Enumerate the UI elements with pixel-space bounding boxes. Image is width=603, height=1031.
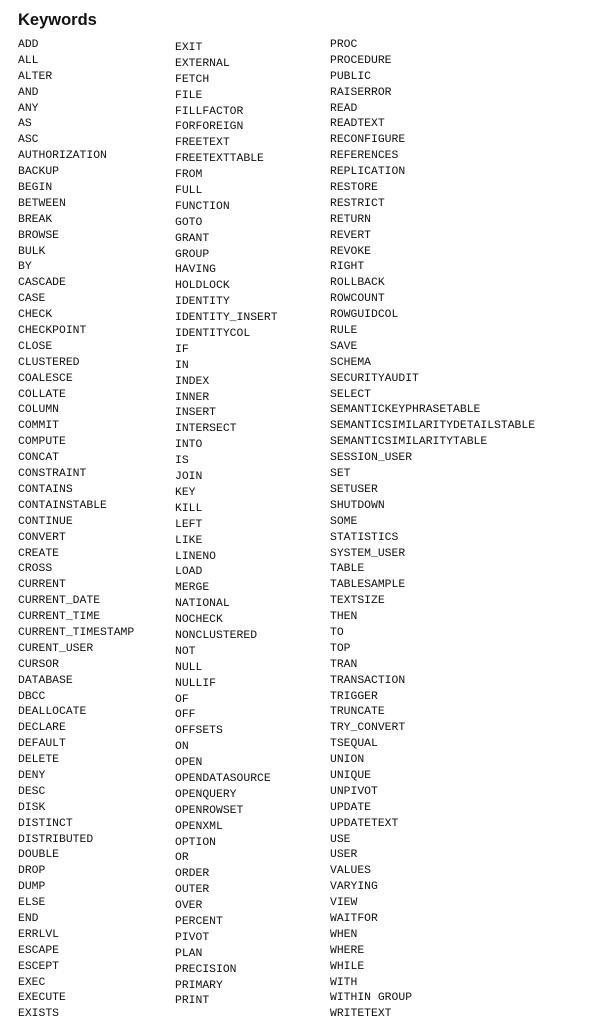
keyword-item: DBCC xyxy=(18,690,46,703)
keyword-item: AUTHORIZATION xyxy=(18,150,107,163)
keyword-item: EXEC xyxy=(18,976,46,989)
keyword-item: RIGHT xyxy=(330,261,365,274)
keyword-item: GROUP xyxy=(175,248,210,261)
keyword-item: PRIMARY xyxy=(175,979,223,992)
keyword-item: LOAD xyxy=(175,566,203,579)
keyword-item: FREETEXTTABLE xyxy=(175,153,264,166)
keyword-item: END xyxy=(18,912,39,925)
keyword-item: SYSTEM_USER xyxy=(330,547,406,560)
keyword-item: CURRENT_TIME xyxy=(18,611,101,624)
keyword-item: UPDATETEXT xyxy=(330,817,399,830)
keyword-column-2 xyxy=(175,41,278,1010)
keyword-item: DUMP xyxy=(18,881,46,894)
keyword-item: COMPUTE xyxy=(18,436,66,449)
keyword-item: TRUNCATE xyxy=(330,706,385,719)
keyword-item: TABLE xyxy=(330,563,365,576)
keyword-item: WHERE xyxy=(330,944,365,957)
keyword-item: FETCH xyxy=(175,73,210,86)
keyword-item: HOLDLOCK xyxy=(175,280,230,293)
keyword-item: DEFAULT xyxy=(18,738,66,751)
keyword-item: ROWGUIDCOL xyxy=(330,309,399,322)
keyword-item: UNPIVOT xyxy=(330,785,378,798)
keyword-item: ANY xyxy=(18,102,39,115)
keyword-item: ESCAPE xyxy=(18,944,60,957)
keyword-item: CASE xyxy=(18,293,46,306)
keyword-item: PLAN xyxy=(175,947,203,960)
keyword-item: GOTO xyxy=(175,216,203,229)
keyword-item: DOUBLE xyxy=(18,849,60,862)
keyword-item: VARYING xyxy=(330,881,378,894)
keyword-item: SESSION_USER xyxy=(330,452,413,465)
keyword-item: FORFOREIGN xyxy=(175,121,244,134)
keyword-item: BACKUP xyxy=(18,166,60,179)
keyword-item: CHECK xyxy=(18,309,53,322)
keyword-item: NOT xyxy=(175,645,196,658)
keyword-item: NONCLUSTERED xyxy=(175,629,258,642)
keyword-item: KILL xyxy=(175,502,203,515)
keyword-item: COALESCE xyxy=(18,372,73,385)
keyword-item: WRITETEXT xyxy=(330,1008,392,1021)
keyword-item: CONTAINS xyxy=(18,483,73,496)
keyword-item: CONTINUE xyxy=(18,515,73,528)
keyword-item: TOP xyxy=(330,642,351,655)
keyword-item: CLOSE xyxy=(18,340,53,353)
keyword-item: RECONFIGURE xyxy=(330,134,406,147)
keyword-item: INNER xyxy=(175,391,210,404)
keyword-item: GRANT xyxy=(175,232,210,245)
keyword-item: READ xyxy=(330,102,358,115)
keyword-item: RESTRICT xyxy=(330,197,385,210)
keyword-item: CURRENT xyxy=(18,579,66,592)
keyword-item: RAISERROR xyxy=(330,86,392,99)
keyword-item: MERGE xyxy=(175,582,210,595)
keyword-item: RETURN xyxy=(330,213,372,226)
keyword-item: ADD xyxy=(18,39,39,51)
keyword-item: NOCHECK xyxy=(175,614,223,627)
keyword-item: REVOKE xyxy=(330,245,372,258)
keyword-item: SOME xyxy=(330,515,358,528)
keyword-item: IDENTITY_INSERT xyxy=(175,312,278,325)
keyword-item: DATABASE xyxy=(18,674,73,687)
keyword-item: DECLARE xyxy=(18,722,66,735)
keyword-item: LEFT xyxy=(175,518,203,531)
keyword-item: SHUTDOWN xyxy=(330,499,385,512)
keyword-item: KEY xyxy=(175,486,196,499)
keyword-item: SEMANTICKEYPHRASETABLE xyxy=(330,404,481,417)
keyword-item: READTEXT xyxy=(330,118,385,131)
keyword-item: TRAN xyxy=(330,658,358,671)
keyword-item: CONTAINSTABLE xyxy=(18,499,107,512)
keyword-item: INTERSECT xyxy=(175,423,237,436)
keyword-item: IN xyxy=(175,359,189,372)
keyword-item: OVER xyxy=(175,900,203,913)
keyword-item: FROM xyxy=(175,169,203,182)
keyword-item: BY xyxy=(18,261,32,274)
keyword-item: PRECISION xyxy=(175,963,237,976)
keyword-item: BETWEEN xyxy=(18,197,66,210)
keyword-item: DISTRIBUTED xyxy=(18,833,94,846)
keyword-item: INDEX xyxy=(175,375,210,388)
keyword-item: CONVERT xyxy=(18,531,66,544)
keyword-item: SEMANTICSIMILARITYDETAILSTABLE xyxy=(330,420,536,433)
keyword-item: FREETEXT xyxy=(175,137,230,150)
keyword-item: DEALLOCATE xyxy=(18,706,87,719)
keyword-item: DELETE xyxy=(18,754,60,767)
keyword-item: CHECKPOINT xyxy=(18,325,87,338)
keyword-item: ALTER xyxy=(18,70,53,83)
keyword-item: WHILE xyxy=(330,960,365,973)
keyword-item: BROWSE xyxy=(18,229,60,242)
keyword-item: UNION xyxy=(330,754,365,767)
keyword-item: THEN xyxy=(330,611,358,624)
keyword-item: OF xyxy=(175,693,189,706)
keyword-item: OR xyxy=(175,852,189,865)
keyword-column-1 xyxy=(18,38,134,1023)
keyword-item: RULE xyxy=(330,325,358,338)
keyword-item: UNIQUE xyxy=(330,769,372,782)
keyword-item: SELECT xyxy=(330,388,372,401)
keyword-item: DISK xyxy=(18,801,46,814)
keyword-item: WITHIN GROUP xyxy=(330,992,413,1005)
page-title: Keywords xyxy=(18,11,97,29)
keyword-item: PUBLIC xyxy=(330,70,372,83)
keyword-item: ROLLBACK xyxy=(330,277,385,290)
keyword-item: COMMIT xyxy=(18,420,60,433)
keyword-item: FILE xyxy=(175,89,203,102)
keyword-item: IDENTITYCOL xyxy=(175,328,251,341)
keyword-item: DROP xyxy=(18,865,46,878)
keyword-item: PRINT xyxy=(175,995,210,1008)
keyword-item: COLUMN xyxy=(18,404,60,417)
keyword-item: IDENTITY xyxy=(175,296,230,309)
keyword-item: PIVOT xyxy=(175,931,210,944)
keyword-item: INTO xyxy=(175,439,203,452)
keyword-item: OPENDATASOURCE xyxy=(175,772,271,785)
keyword-item: REFERENCES xyxy=(330,150,399,163)
keyword-item: NATIONAL xyxy=(175,598,230,611)
keyword-item: CROSS xyxy=(18,563,53,576)
keyword-item: SETUSER xyxy=(330,483,378,496)
keyword-item: CURRENT_DATE xyxy=(18,595,101,608)
keyword-item: USER xyxy=(330,849,358,862)
keyword-item: HAVING xyxy=(175,264,217,277)
keyword-item: STATISTICS xyxy=(330,531,399,544)
keyword-item: LINENO xyxy=(175,550,217,563)
keyword-item: TSEQUAL xyxy=(330,738,378,751)
keyword-item: EXECUTE xyxy=(18,992,66,1005)
keyword-item: AND xyxy=(18,86,39,99)
keyword-item: OFF xyxy=(175,709,196,722)
keyword-item: OUTER xyxy=(175,884,210,897)
keyword-item: ROWCOUNT xyxy=(330,293,385,306)
keyword-item: FULL xyxy=(175,185,203,198)
keyword-item: TRANSACTION xyxy=(330,674,406,687)
keyword-item: BULK xyxy=(18,245,46,258)
keyword-item: OPENROWSET xyxy=(175,804,244,817)
keyword-column-3 xyxy=(330,38,535,1023)
keyword-item: AS xyxy=(18,118,32,131)
keyword-item: CURENT_USER xyxy=(18,642,94,655)
keyword-item: EXIT xyxy=(175,42,203,54)
keyword-item: TRY_CONVERT xyxy=(330,722,406,735)
keyword-item: BEGIN xyxy=(18,182,53,195)
keyword-item: NULL xyxy=(175,661,203,674)
keyword-item: CLUSTERED xyxy=(18,356,80,369)
keyword-item: INSERT xyxy=(175,407,217,420)
keyword-item: VIEW xyxy=(330,897,358,910)
keyword-item: WAITFOR xyxy=(330,912,378,925)
keyword-item: FILLFACTOR xyxy=(175,105,244,118)
keyword-item: ERRLVL xyxy=(18,928,60,941)
keyword-item: PERCENT xyxy=(175,915,223,928)
keyword-item: IS xyxy=(175,455,189,468)
keyword-item: DENY xyxy=(18,769,46,782)
keyword-item: NULLIF xyxy=(175,677,217,690)
keyword-item: TRIGGER xyxy=(330,690,378,703)
keyword-item: REPLICATION xyxy=(330,166,406,179)
keyword-item: PROCEDURE xyxy=(330,54,392,67)
keyword-item: OFFSETS xyxy=(175,725,223,738)
keyword-item: LIKE xyxy=(175,534,203,547)
keyword-item: BREAK xyxy=(18,213,53,226)
keyword-item: CURRENT_TIMESTAMP xyxy=(18,626,135,639)
keyword-item: CREATE xyxy=(18,547,60,560)
keyword-item: EXISTS xyxy=(18,1008,60,1021)
keyword-item: CONSTRAINT xyxy=(18,468,87,481)
keyword-item: ESCEPT xyxy=(18,960,60,973)
keyword-item: JOIN xyxy=(175,471,203,484)
keyword-item: CURSOR xyxy=(18,658,60,671)
keyword-item: CONCAT xyxy=(18,452,60,465)
keyword-item: WHEN xyxy=(330,928,358,941)
keyword-item: OPENXML xyxy=(175,820,223,833)
keyword-item: UPDATE xyxy=(330,801,372,814)
keyword-item: CASCADE xyxy=(18,277,66,290)
keyword-item: SET xyxy=(330,468,351,481)
keyword-item: ASC xyxy=(18,134,39,147)
keyword-item: TABLESAMPLE xyxy=(330,579,406,592)
keyword-item: OPEN xyxy=(175,757,203,770)
keyword-item: TEXTSIZE xyxy=(330,595,385,608)
keyword-item: ELSE xyxy=(18,897,46,910)
keyword-item: TO xyxy=(330,626,344,639)
keyword-item: SAVE xyxy=(330,340,358,353)
keyword-item: RESTORE xyxy=(330,182,378,195)
keyword-item: USE xyxy=(330,833,351,846)
keyword-item: VALUES xyxy=(330,865,372,878)
keyword-item: WITH xyxy=(330,976,358,989)
keyword-item: COLLATE xyxy=(18,388,66,401)
keyword-item: ORDER xyxy=(175,868,210,881)
keyword-item: OPTION xyxy=(175,836,217,849)
keyword-item: IF xyxy=(175,343,189,356)
keyword-item: SEMANTICSIMILARITYTABLE xyxy=(330,436,488,449)
keyword-item: ALL xyxy=(18,54,39,67)
keyword-item: REVERT xyxy=(330,229,372,242)
keyword-item: SECURITYAUDIT xyxy=(330,372,419,385)
keyword-item: DISTINCT xyxy=(18,817,73,830)
keyword-item: DESC xyxy=(18,785,46,798)
keyword-item: PROC xyxy=(330,39,358,51)
keyword-item: ON xyxy=(175,741,189,754)
keyword-item: EXTERNAL xyxy=(175,57,230,70)
keyword-item: OPENQUERY xyxy=(175,788,237,801)
keyword-item: SCHEMA xyxy=(330,356,372,369)
keyword-item: FUNCTION xyxy=(175,200,230,213)
